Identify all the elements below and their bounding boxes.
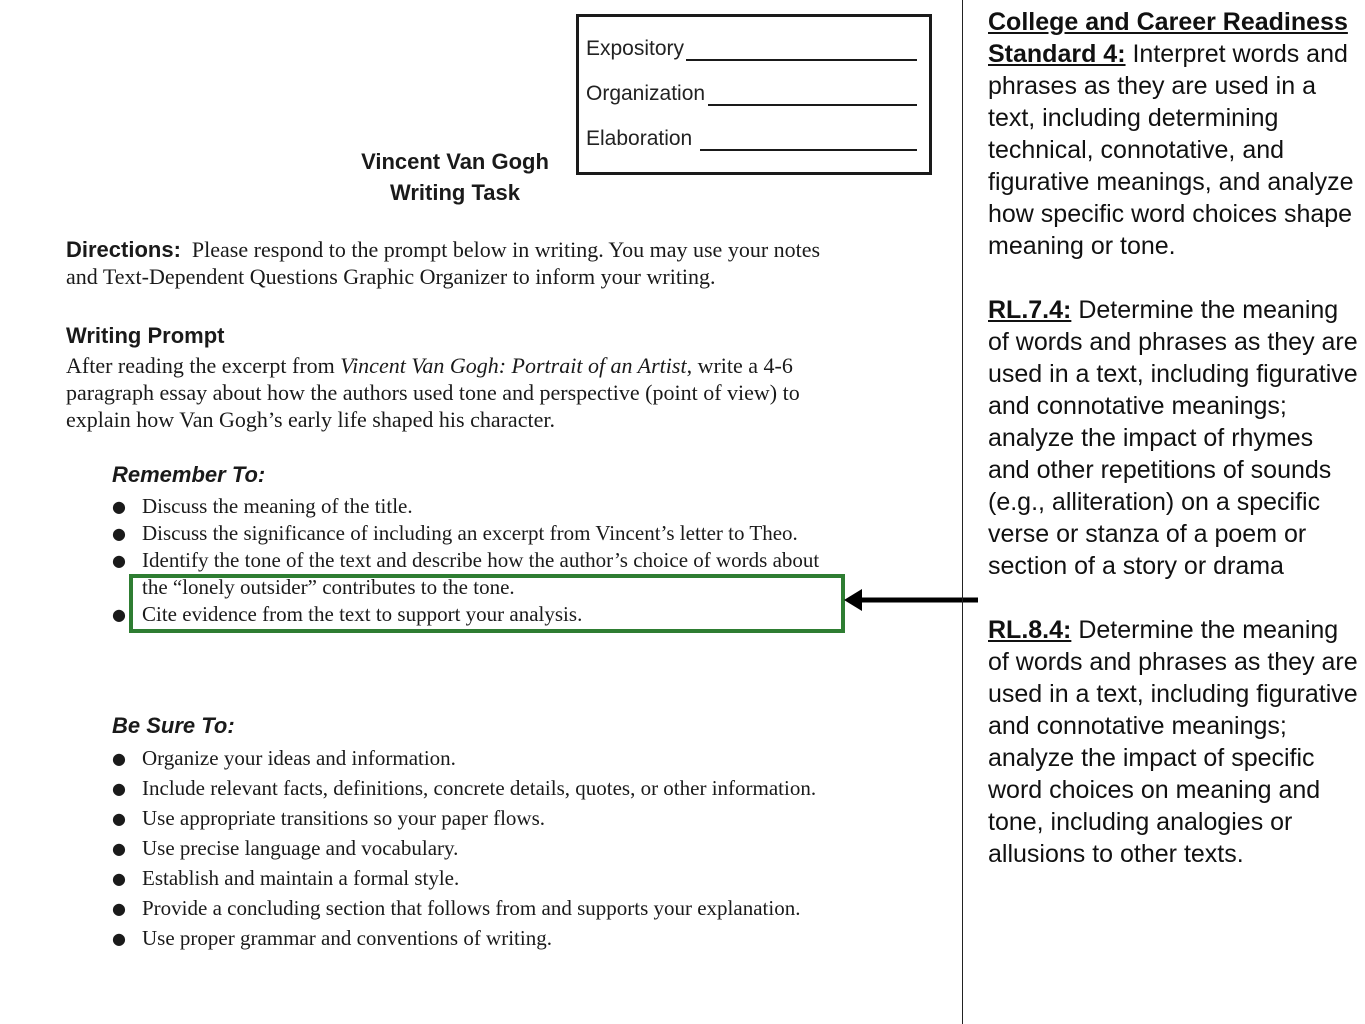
bullet-icon: ●	[112, 605, 126, 624]
title-line-1: Vincent Van Gogh	[361, 149, 549, 174]
arrow-left-icon	[842, 585, 980, 615]
list-item-text: Identify the tone of the text and describe how the author’s choice of words about the “lonely outsider” contributes to the tone.	[142, 548, 820, 599]
list-item-text: Discuss the meaning of the title.	[142, 494, 413, 518]
score-label: Elaboration	[586, 127, 693, 150]
standard-rl74	[988, 294, 1360, 582]
list-item	[112, 895, 832, 922]
list-item	[112, 493, 832, 520]
score-box	[576, 14, 932, 175]
list-item	[112, 865, 832, 892]
list-item-text: Provide a concluding section that follows from and supports your explanation.	[142, 896, 801, 920]
standard-label: RL.7.4:	[988, 296, 1072, 324]
highlight-box	[129, 574, 845, 633]
standard-rl84	[988, 614, 1360, 870]
standard-label: College and Career Readiness Standard 4:	[988, 8, 1348, 68]
remember-heading: Remember To:	[112, 462, 266, 487]
list-item-text: Establish and maintain a formal style.	[142, 866, 460, 890]
score-row-organization	[586, 82, 917, 112]
bullet-icon: ●	[112, 749, 126, 768]
score-row-expository	[586, 37, 917, 67]
list-item	[112, 805, 832, 832]
standard-text: Determine the meaning of words and phrases as they are used in a text, including figurative and connotative meanings; analyze the impact of specific word choices on meaning and tone, including analogies or allusions to other texts.	[988, 616, 1358, 868]
list-item-text: Cite evidence from the text to support your analysis.	[142, 602, 583, 626]
prompt-text-before: After reading the excerpt from	[66, 353, 341, 378]
list-item-text: Include relevant facts, definitions, concrete details, quotes, or other information.	[142, 776, 817, 800]
standard-label: RL.8.4:	[988, 616, 1072, 644]
prompt-book-title: Vincent Van Gogh: Portrait of an Artist	[340, 353, 687, 378]
bullet-icon: ●	[112, 839, 126, 858]
bullet-icon: ●	[112, 551, 126, 570]
title-line-2: Writing Task	[390, 180, 520, 205]
bullet-icon: ●	[112, 524, 126, 543]
standard-text: Determine the meaning of words and phrases as they are used in a text, including figurative and connotative meanings; analyze the impact of rhymes and other repetitions of sounds (e.g., alliteration) on a specific verse or stanza of a poem or section of a story or drama	[988, 296, 1358, 580]
list-item	[112, 745, 832, 772]
document-title	[340, 146, 570, 208]
directions-text: Please respond to the prompt below in writing. You may use your notes and Text-Dependent Questions Graphic Organizer to inform your writing.	[66, 237, 821, 289]
list-item	[112, 835, 832, 862]
bullet-icon: ●	[112, 497, 126, 516]
list-item-text: Use precise language and vocabulary.	[142, 836, 459, 860]
score-label: Expository	[586, 37, 685, 60]
score-blank-line	[708, 104, 917, 106]
list-item-text: Use appropriate transitions so your paper flows.	[142, 806, 545, 830]
bullet-icon: ●	[112, 899, 126, 918]
writing-prompt-text	[66, 352, 856, 433]
column-divider	[962, 0, 963, 1024]
score-row-elaboration	[586, 127, 917, 157]
list-item	[112, 775, 832, 802]
list-item	[112, 925, 832, 952]
list-item-text: Discuss the significance of including an excerpt from Vincent’s letter to Theo.	[142, 521, 798, 545]
directions-paragraph	[66, 236, 856, 290]
writing-prompt-heading: Writing Prompt	[66, 323, 225, 348]
bullet-icon: ●	[112, 779, 126, 798]
score-blank-line	[686, 59, 917, 61]
standards-panel	[988, 6, 1360, 902]
standard-ccr4	[988, 6, 1360, 262]
score-blank-line	[700, 149, 917, 151]
list-item-text: Use proper grammar and conventions of writing.	[142, 926, 552, 950]
list-item-text: Organize your ideas and information.	[142, 746, 456, 770]
be-sure-list	[112, 745, 832, 952]
bullet-icon: ●	[112, 809, 126, 828]
score-label: Organization	[586, 82, 706, 105]
be-sure-heading: Be Sure To:	[112, 713, 235, 738]
prompt-text-after: , write a 4-6 paragraph essay about how the authors used tone and perspective (point of view) to explain how Van Gogh’s early life shaped his character.	[66, 353, 800, 432]
bullet-icon: ●	[112, 869, 126, 888]
list-item	[112, 520, 832, 547]
standard-text: Interpret words and phrases as they are used in a text, including determining technical, connotative, and figurative meanings, and analyze how specific word choices shape meaning or tone.	[988, 40, 1354, 260]
bullet-icon: ●	[112, 929, 126, 948]
directions-label: Directions:	[66, 237, 181, 262]
